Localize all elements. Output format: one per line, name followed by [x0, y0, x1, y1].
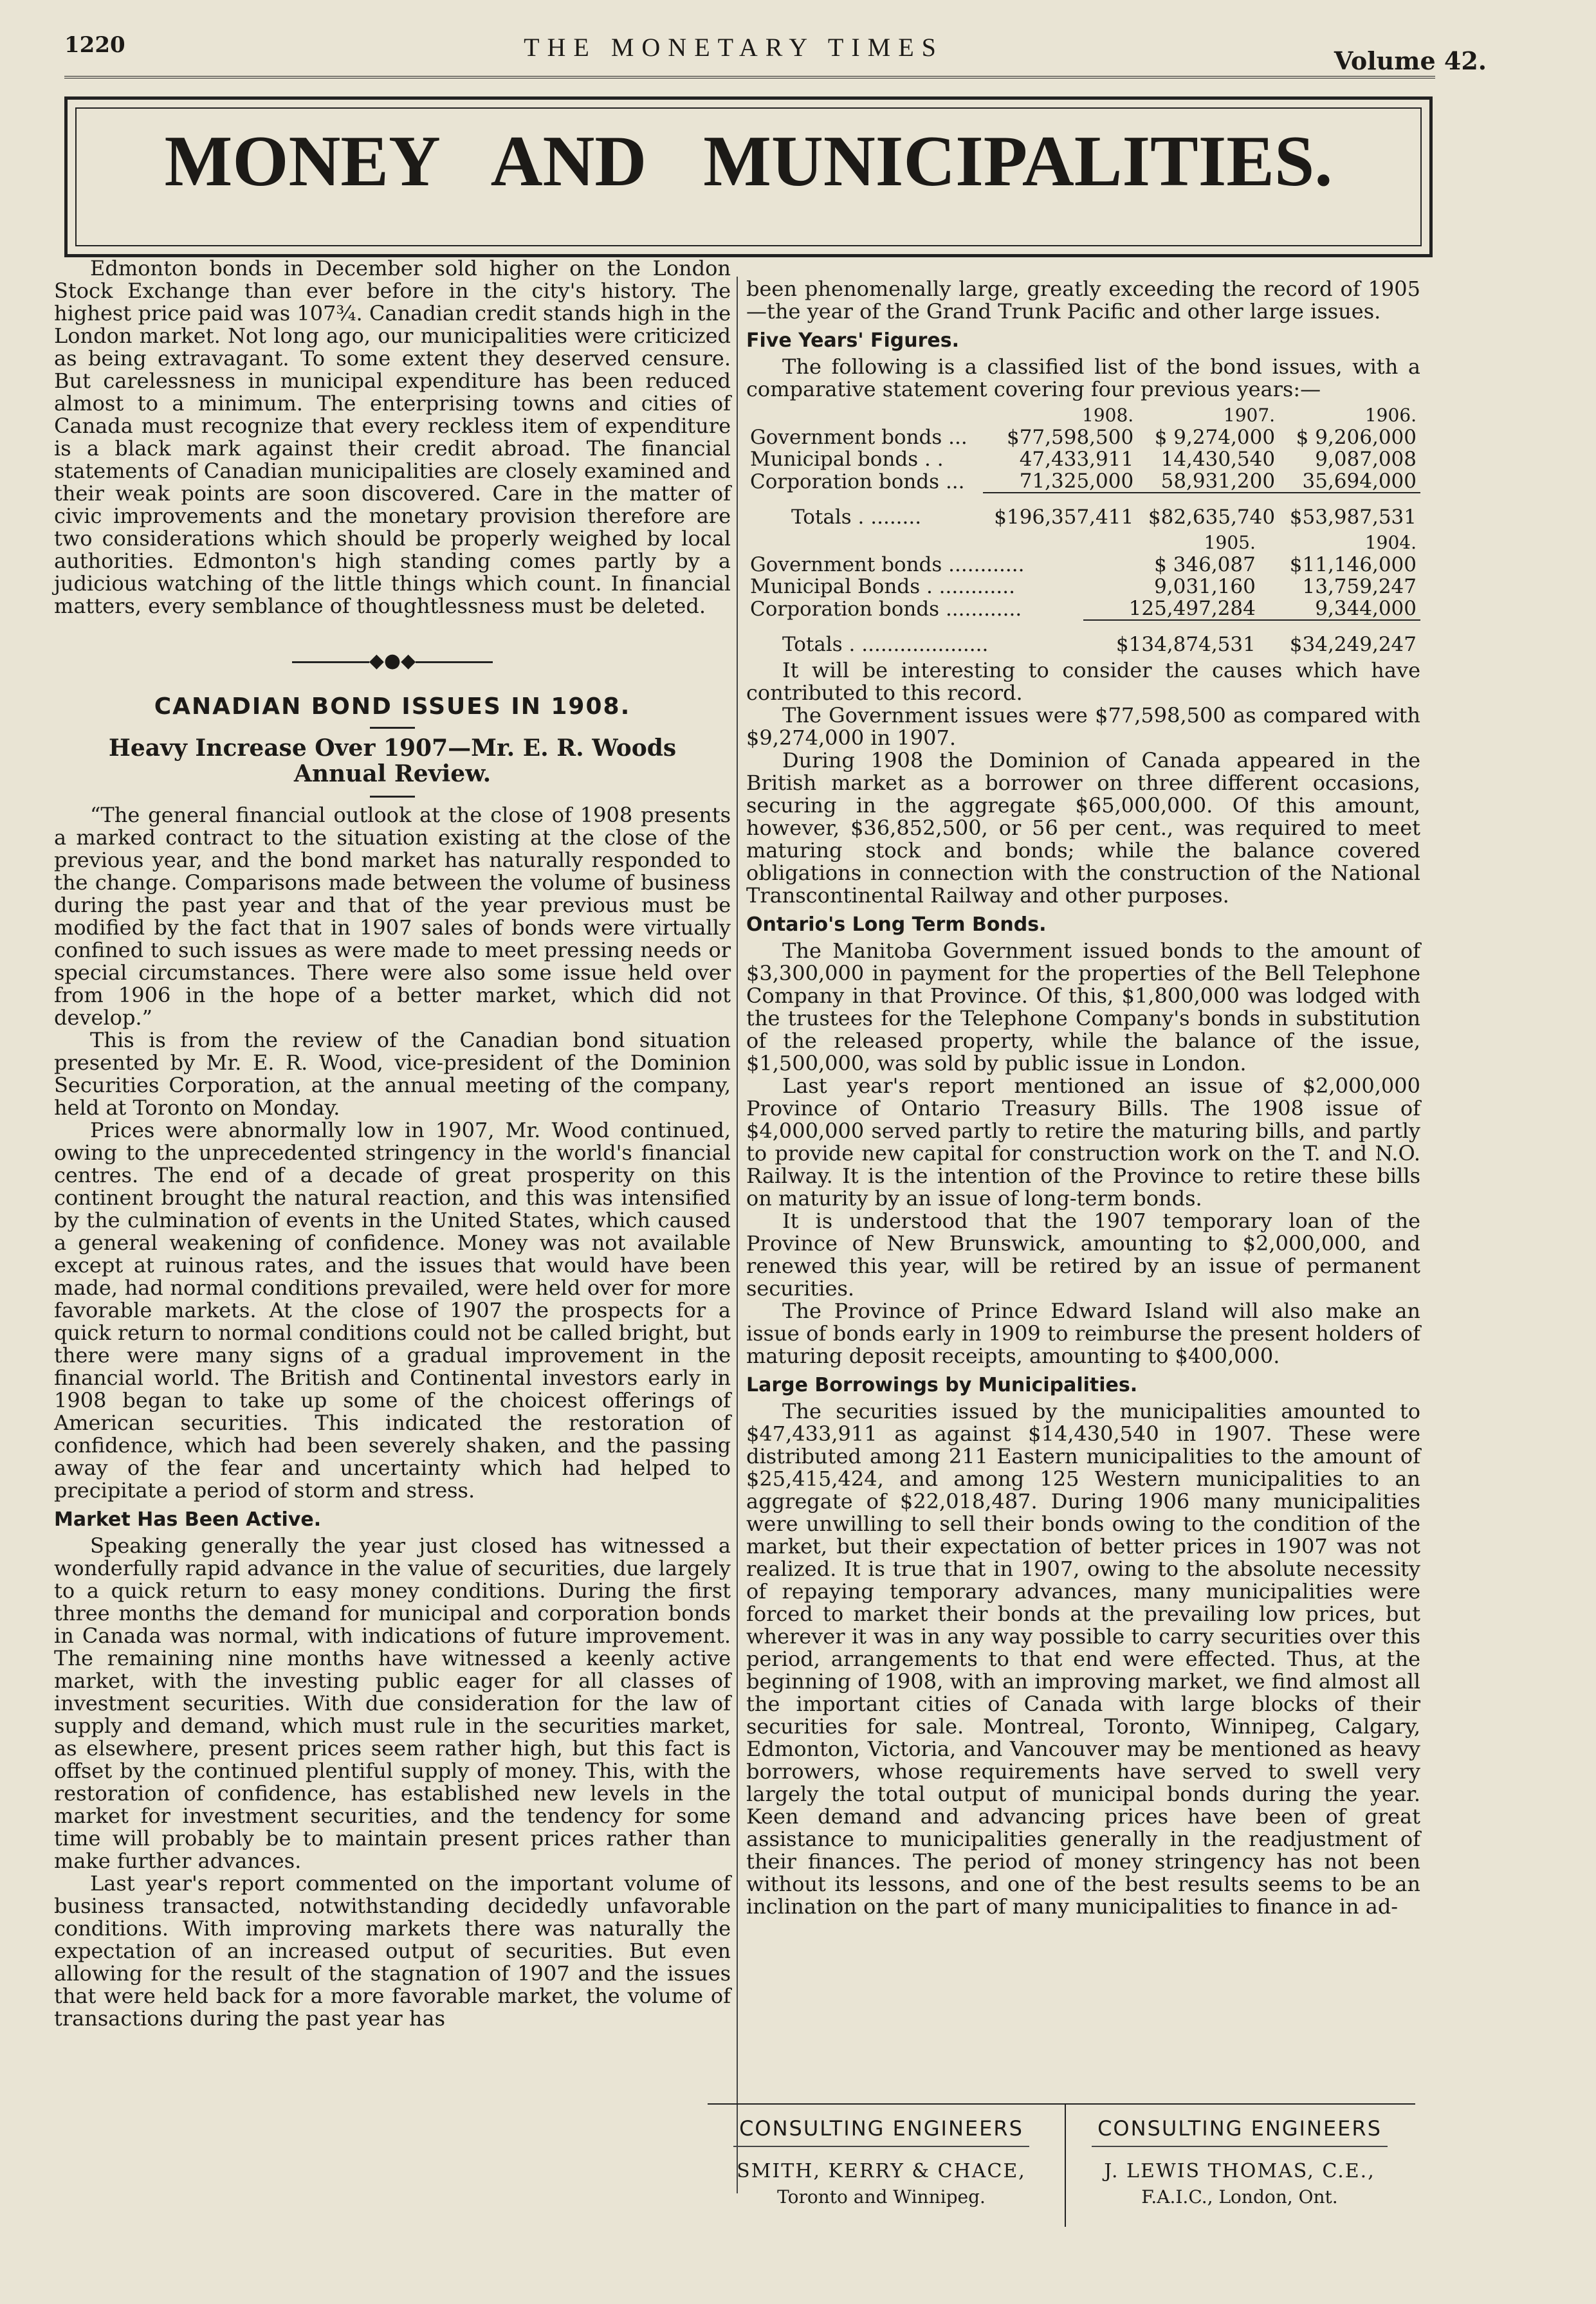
article-paragraph: “The general financial outlook at the close of 1908 presents a marked contract to the situation existing at the close of the previous year, and the bond market has naturally responded to the change. Comparisons made between the volume of business during the past year and that of the year previous must be modified by the fact that in 1907 sales of bonds were virtually confined to such issues as were made to meet pressing needs or special circumstances. There were also some issue held over from 1906 in the hope of a better market, which did not develop.”	[54, 803, 731, 1030]
cell-value: $ 9,274,000	[1154, 426, 1276, 449]
article-paragraph: The following is a classified list of the bond issues, with a comparative statement covering four previous years:—	[746, 354, 1420, 401]
market-heading: Market Has Been Active.	[54, 1508, 322, 1531]
page-number: 1220	[64, 32, 125, 58]
article-paragraph: The Government issues were $77,598,500 as compared with $9,274,000 in 1907.	[746, 703, 1420, 750]
row-label: Municipal bonds . .	[750, 448, 944, 471]
cell-value: 9,031,160	[1154, 575, 1256, 598]
right-column	[746, 278, 1420, 1918]
year-header: 1908.	[1082, 405, 1134, 426]
cell-value: $77,598,500	[1006, 426, 1134, 449]
magazine-title: THE MONETARY TIMES	[524, 33, 944, 62]
ad-lewis-thomas	[1065, 2105, 1413, 2227]
table-header-row	[746, 405, 1420, 426]
table-header-row	[746, 532, 1420, 554]
article-paragraph: Last year's report mentioned an issue of $2,000,000 Province of Ontario Treasury Bills. The 1908 issue of $4,000,000 served partly to retire the maturing bills, and partly to provide new capital for construction work on the T. and N.O. Railway. It is the intention of the Province to retire these bills on maturity by an issue of long-term bonds.	[746, 1074, 1420, 1211]
table-row	[746, 426, 1420, 448]
ad-smith-kerry-chace	[708, 2105, 1055, 2227]
table-row	[746, 554, 1420, 576]
volume-label: Volume 42.	[1334, 46, 1487, 75]
ad-rule	[733, 2146, 1029, 2147]
ad-location: Toronto and Winnipeg.	[777, 2186, 986, 2208]
cell-value: 47,433,911	[1019, 448, 1134, 471]
article-paragraph: It will be interesting to consider the causes which have contributed to this record.	[746, 658, 1420, 705]
totals-row	[746, 493, 1420, 528]
header-rule	[64, 76, 1435, 78]
article-paragraph: The Manitoba Government issued bonds to the amount of $3,300,000 in payment for the properties of the Bell Telephone Company in that Province. Of this, $1,800,000 was lodged with the trustees for the Telephone Company's bonds in substitution of the released property, while the balance of the issue, $1,500,000, was sold by public issue in London.	[746, 938, 1420, 1075]
totals-label: Totals . ....................	[782, 632, 989, 656]
article-paragraph: The securities issued by the municipalities amounted to $47,433,911 as against $14,430,540 in 1907. These were distributed among 211 Eastern municipalities to the amount of $25,415,424, and among 125 Western municipalities to an aggregate of $22,018,487. During 1906 many municipalities were unwilling to sell their bonds owing to the condition of the market, but their expectation of better prices in 1907 was not realized. It is true that in 1907, owing to the absolute necessity of repaying temporary advances, many municipalities were forced to market their bonds at the prevailing low prices, but wherever it was in any way possible to carry securities over this period, arrangements to that end were effected. Thus, at the beginning of 1908, with an improving market, we find almost all the important cities of Canada with large blocks of their securities for sale. Montreal, Toronto, Winnipeg, Calgary, Edmonton, Victoria, and Vancouver may be mentioned as heavy borrowers, whose requirements have served to swell very largely the total output of municipal bonds during the year. Keen demand and advancing prices have been of great assistance to municipalities generally in the readjustment of their finances. The period of money stringency has not been without its lessons, and one of the best results seems to be an inclination on the part of many municipalities to finance in ad-	[746, 1399, 1420, 1919]
row-label: Corporation bonds ............	[750, 597, 1022, 621]
cell-value: 9,087,008	[1315, 448, 1417, 471]
cell-value: 125,497,284	[1128, 597, 1256, 620]
row-label: Government bonds ...	[750, 426, 968, 449]
article-paragraph: It is understood that the 1907 temporary loan of the Province of New Brunswick, amounting to $2,000,000, and renewed this year, will be retired by an issue of permanent securities.	[746, 1209, 1420, 1301]
page-header	[64, 32, 1487, 75]
table-row	[746, 448, 1420, 470]
article-paragraph: During 1908 the Dominion of Canada appeared in the British market as a borrower on three different occasions, securing in the aggregate $65,000,000. Of this amount, however, $36,852,500, or 56 per cent., was required to meet maturing stock and bonds; while the balance covered obligations in connection with the construction of the National Transcontinental Railway and other purposes.	[746, 748, 1420, 908]
left-column	[54, 257, 731, 2030]
short-rule	[370, 796, 415, 798]
row-label: Municipal Bonds . ............	[750, 575, 1015, 598]
total-value: $34,249,247	[1260, 620, 1420, 655]
row-label: Corporation bonds ...	[750, 470, 965, 493]
cell-value: 14,430,540	[1160, 448, 1276, 471]
year-header: 1904.	[1364, 532, 1417, 553]
article-paragraph: Speaking generally the year just closed has witnessed a wonderfully rapid advance in the value of securities, due largely to a quick return to easy money conditions. During the first three months the demand for municipal and corporation bonds in Canada was normal, with indications of future improvement. The remaining nine months have witnessed a keenly active market, with the investing public eager for all classes of investment securities. With due consideration for the law of supply and demand, which must rule in the securities market, as elsewhere, present prices seem rather high, but this fact is offset by the continued plentiful supply of money. This, with the restoration of confidence, has established new levels in the market for investment securities, and the tendency for some time will probably be to maintain present prices rather than make further advances.	[54, 1533, 731, 1873]
ornament-divider: ◆●◆	[54, 650, 731, 672]
ad-rule	[1092, 2146, 1388, 2147]
table-row	[746, 598, 1420, 620]
advertisements	[708, 2103, 1415, 2227]
ontario-heading: Ontario's Long Term Bonds.	[746, 913, 1047, 936]
cell-value: 71,325,000	[1019, 470, 1134, 493]
section-title-box	[64, 96, 1433, 257]
article-paragraph: been phenomenally large, greatly exceeding the record of 1905—the year of the Grand Trunk Pacific and other large issues.	[746, 277, 1420, 324]
cell-value: 9,344,000	[1315, 597, 1417, 620]
ad-location: F.A.I.C., London, Ont.	[1141, 2186, 1338, 2208]
cell-value: $ 346,087	[1154, 553, 1256, 576]
year-header: 1907.	[1223, 405, 1276, 426]
article-subheading: Heavy Increase Over 1907—Mr. E. R. Woods Annual Review.	[108, 735, 677, 787]
cell-value: $ 9,206,000	[1296, 426, 1417, 449]
article-paragraph: Prices were abnormally low in 1907, Mr. Wood continued, owing to the unprecedented stringency in the world's financial centres. The end of a decade of great prosperity on this continent brought the natural reaction, and this was intensified by the culmination of events in the United States, which caused a general weakening of confidence. Money was not available except at ruinous rates, and the issues that would have been made, had normal conditions prevailed, were held over for more favorable markets. At the close of 1907 the prospects for a quick return to normal conditions could not be called bright, but there were many signs of a gradual improvement in the financial world. The British and Continental investors early in 1908 began to take up some of the choicest offerings of American securities. This indicated the restoration of confidence, which had been severely shaken, and the passing away of the fear and uncertainty which had helped to precipitate a period of storm and stress.	[54, 1118, 731, 1503]
cell-value: 58,931,200	[1160, 470, 1276, 493]
ad-firm-name: J. LEWIS THOMAS, C.E.,	[1104, 2160, 1375, 2182]
column-divider	[737, 277, 738, 2193]
article-heading: CANADIAN BOND ISSUES IN 1908.	[154, 693, 631, 720]
total-value: $82,635,740	[1137, 493, 1279, 528]
year-header: 1906.	[1364, 405, 1417, 426]
borrowings-heading: Large Borrowings by Municipalities.	[746, 1374, 1138, 1396]
table-row	[746, 470, 1420, 493]
short-rule	[370, 727, 415, 729]
bond-table-1908-1906	[746, 405, 1420, 528]
cell-value: 13,759,247	[1302, 575, 1417, 598]
article-paragraph: Last year's report commented on the important volume of business transacted, notwithstanding decidedly unfavorable conditions. With improving markets there was naturally the expectation of an increased output of securities. But even allowing for the result of the stagnation of 1907 and the issues that were held back for a more favorable market, the volume of transactions during the past year has	[54, 1871, 731, 2031]
section-title: MONEY AND MUNICIPALITIES.	[164, 122, 1333, 201]
year-header: 1905.	[1204, 532, 1256, 553]
totals-label: Totals . ........	[791, 505, 922, 529]
article-paragraph: This is from the review of the Canadian bond situation presented by Mr. E. R. Wood, vice-president of the Dominion Securities Corporation, at the annual meeting of the company, held at Toronto on Monday.	[54, 1028, 731, 1120]
ad-title: CONSULTING ENGINEERS	[739, 2116, 1023, 2141]
five-years-heading: Five Years' Figures.	[746, 329, 959, 352]
cell-value: $11,146,000	[1289, 553, 1417, 576]
cell-value: 35,694,000	[1302, 470, 1417, 493]
table-row	[746, 576, 1420, 598]
article-paragraph: The Province of Prince Edward Island will also make an issue of bonds early in 1909 to reimburse the present holders of maturing deposit receipts, amounting to $400,000.	[746, 1299, 1420, 1368]
total-value: $53,987,531	[1279, 493, 1420, 528]
bond-table-1905-1904	[746, 532, 1420, 655]
ad-firm-name: SMITH, KERRY & CHACE,	[737, 2160, 1026, 2182]
row-label: Government bonds ............	[750, 553, 1025, 576]
total-value: $196,357,411	[983, 493, 1138, 528]
ad-title: CONSULTING ENGINEERS	[1097, 2116, 1382, 2141]
totals-row	[746, 620, 1420, 655]
total-value: $134,874,531	[1083, 620, 1260, 655]
edmonton-paragraph: Edmonton bonds in December sold higher on the London Stock Exchange than ever before in the city's history. The highest price paid was 107¾. Canadian credit stands high in the London market. Not long ago, our municipalities were criticized as being extravagant. To some extent they deserved censure. But carelessness in municipal expenditure has been reduced almost to a minimum. The enterprising towns and cities of Canada must recognize that every reckless item of expenditure is a black mark against their credit abroad. The financial statements of Canadian municipalities are closely examined and their weak points are soon discovered. Care in the matter of civic improvements and the monetary provision therefore are two considerations which should be properly weighed by local authorities. Edmonton's high standing comes partly by a judicious watching of the little things which count. In financial matters, every semblance of thoughtlessness must be deleted.	[54, 256, 731, 618]
